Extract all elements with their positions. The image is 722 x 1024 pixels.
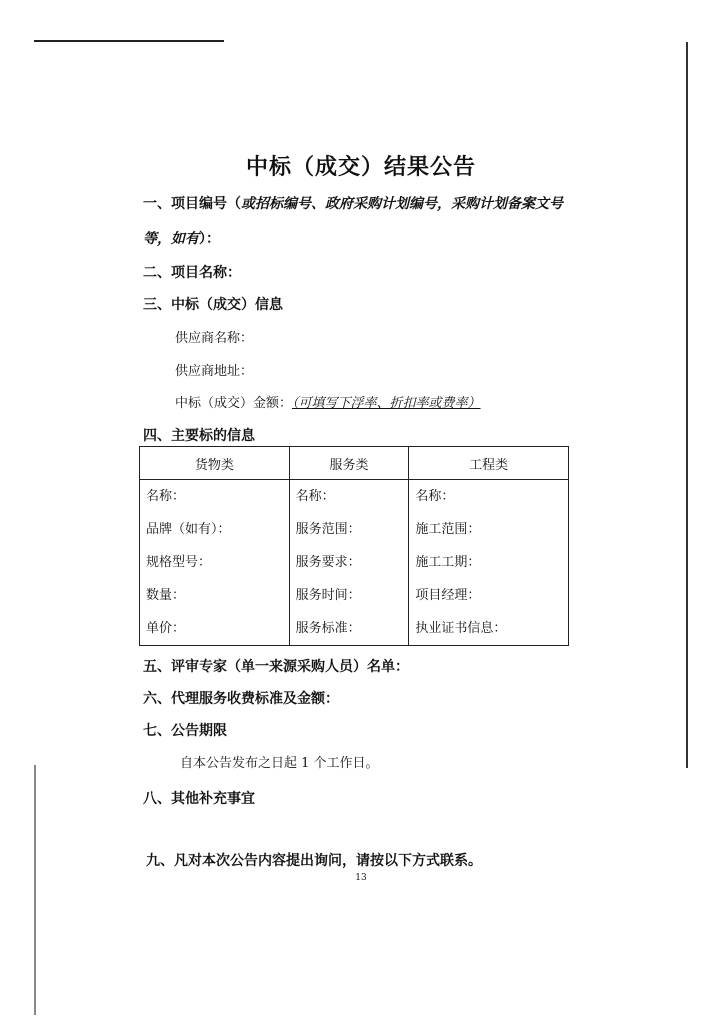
supplier-name-label: 供应商名称：: [175, 331, 254, 346]
goods-quantity: 数量：: [146, 588, 186, 603]
supplier-address-label: 供应商地址：: [175, 364, 254, 379]
services-standard: 服务标准：: [295, 621, 361, 636]
goods-brand: 品牌（如有）：: [146, 522, 231, 537]
goods-column: [140, 480, 290, 646]
engineering-column: [409, 480, 569, 646]
notice-period-text: 自本公告发布之日起 1 个工作日。: [180, 756, 379, 771]
section-2: 二、项目名称：: [143, 265, 241, 281]
page-number: 13: [355, 873, 367, 883]
goods-model: 规格型号：: [146, 555, 212, 570]
award-amount-line: 中标（成交）金额：（可填写下浮率、折扣率或费率）: [175, 396, 481, 411]
engineering-period: 施工工期：: [415, 555, 481, 570]
section-8: 八、其他补充事宜: [143, 791, 255, 807]
engineering-name: 名称：: [415, 489, 455, 504]
goods-name: 名称：: [146, 489, 186, 504]
header-services: 服务类: [289, 447, 409, 480]
services-requirements: 服务要求：: [295, 555, 361, 570]
main-subject-table: [139, 446, 569, 646]
engineering-certificate: 执业证书信息：: [415, 621, 507, 636]
header-goods: 货物类: [140, 447, 290, 480]
section-3: 三、中标（成交）信息: [143, 297, 283, 313]
scan-edge-left: [34, 765, 36, 1015]
section-5: 五、评审专家（单一来源采购人员）名单：: [143, 659, 409, 675]
section-1-continued: 等，如有）：: [143, 231, 220, 247]
section-6: 六、代理服务收费标准及金额：: [143, 691, 339, 707]
section-7: 七、公告期限: [143, 723, 227, 739]
document-title: 中标（成交）结果公告: [245, 154, 476, 180]
header-engineering: 工程类: [409, 447, 569, 480]
services-scope: 服务范围：: [295, 522, 361, 537]
section-9: 九、凡对本次公告内容提出询问，请按以下方式联系。: [146, 853, 482, 869]
section-4: 四、主要标的信息: [143, 428, 255, 444]
services-name: 名称：: [295, 489, 335, 504]
scan-line-top: [34, 40, 224, 42]
services-column: [289, 480, 409, 646]
goods-unit-price: 单价：: [146, 621, 186, 636]
engineering-scope: 施工范围：: [415, 522, 481, 537]
table-header-row: [140, 447, 569, 480]
engineering-manager: 项目经理：: [415, 588, 481, 603]
table-row: [140, 480, 569, 646]
section-1: 一、项目编号（或招标编号、政府采购计划编号，采购计划备案文号: [143, 196, 563, 212]
services-time: 服务时间：: [295, 588, 361, 603]
